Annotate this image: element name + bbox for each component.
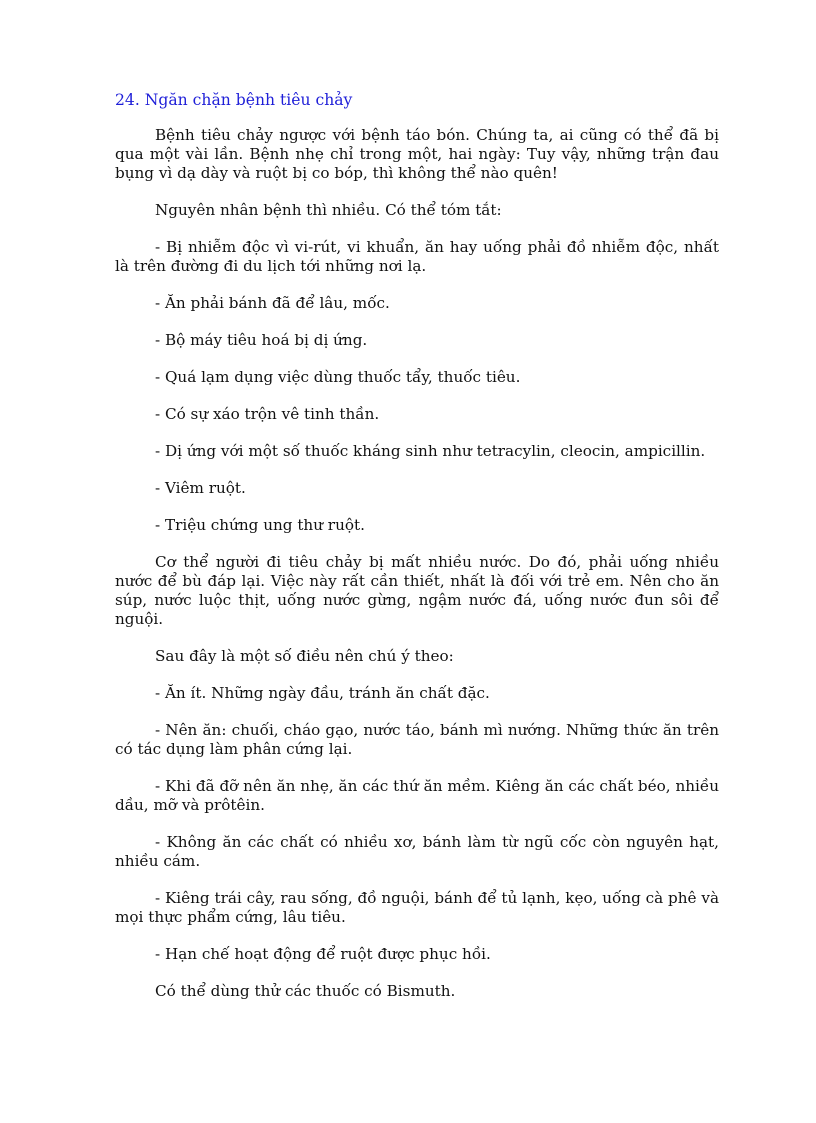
- list-item-advice-3: - Khi đã đỡ nên ăn nhẹ, ăn các thứ ăn mềm. Kiêng ăn các chất béo, nhiều dầu, mỡ và prôtêin.: [115, 777, 719, 814]
- list-item-cause-7: - Viêm ruột.: [155, 479, 246, 497]
- list-item-advice-5: - Kiêng trái cây, rau sống, đồ nguội, bánh để tủ lạnh, kẹo, uống cà phê và mọi thực phẩm cứng, lâu tiêu.: [115, 889, 719, 926]
- list-item-cause-3: - Bộ máy tiêu hoá bị dị ứng.: [155, 331, 368, 349]
- list-item-advice-1: - Ăn ít. Những ngày đầu, tránh ăn chất đặc.: [155, 684, 490, 702]
- list-item-advice-2: - Nên ăn: chuối, cháo gạo, nước táo, bánh mì nướng. Những thức ăn trên có tác dụng làm phân cứng lại.: [115, 721, 719, 758]
- list-item-cause-8: - Triệu chứng ung thư ruột.: [155, 516, 365, 534]
- list-item-cause-6: - Dị ứng với một số thuốc kháng sinh như tetracylin, cleocin, ampicillin.: [155, 442, 706, 460]
- paragraph-intro: Bệnh tiêu chảy ngược với bệnh táo bón. Chúng ta, ai cũng có thể đã bị qua một vài lần. Bệnh nhẹ chỉ trong một, hai ngày: Tuy vậy, những trận đau bụng vì dạ dày và ruột bị co bóp, thì không thể nào quên!: [115, 126, 719, 182]
- paragraph-causes-intro: Nguyên nhân bệnh thì nhiều. Có thể tóm tắt:: [155, 201, 502, 219]
- list-item-cause-4: - Quá lạm dụng việc dùng thuốc tẩy, thuốc tiêu.: [155, 368, 521, 386]
- list-item-cause-2: - Ăn phải bánh đã để lâu, mốc.: [155, 294, 390, 312]
- list-item-cause-1: - Bị nhiễm độc vì vi-rút, vi khuẩn, ăn hay uống phải đồ nhiễm độc, nhất là trên đường đi du lịch tới những nơi lạ.: [115, 238, 719, 275]
- list-item-advice-4: - Không ăn các chất có nhiều xơ, bánh làm từ ngũ cốc còn nguyên hạt, nhiều cám.: [115, 833, 719, 870]
- list-item-advice-6: - Hạn chế hoạt động để ruột được phục hồi.: [155, 945, 491, 963]
- section-title: 24. Ngăn chặn bệnh tiêu chảy: [115, 91, 353, 109]
- paragraph-medication: Có thể dùng thử các thuốc có Bismuth.: [155, 982, 456, 1000]
- paragraph-advice-intro: Sau đây là một số điều nên chú ý theo:: [155, 647, 454, 665]
- list-item-cause-5: - Có sự xáo trộn vê tinh thần.: [155, 405, 380, 423]
- document-page: [115, 91, 719, 1019]
- paragraph-dehydration: Cơ thể người đi tiêu chảy bị mất nhiều nước. Do đó, phải uống nhiều nước để bù đáp lại. Việc này rất cần thiết, nhất là đối với trẻ em. Nên cho ăn súp, nước luộc thịt, uống nước gừng, ngậm nước đá, uống nước đun sôi để nguội.: [115, 553, 719, 628]
